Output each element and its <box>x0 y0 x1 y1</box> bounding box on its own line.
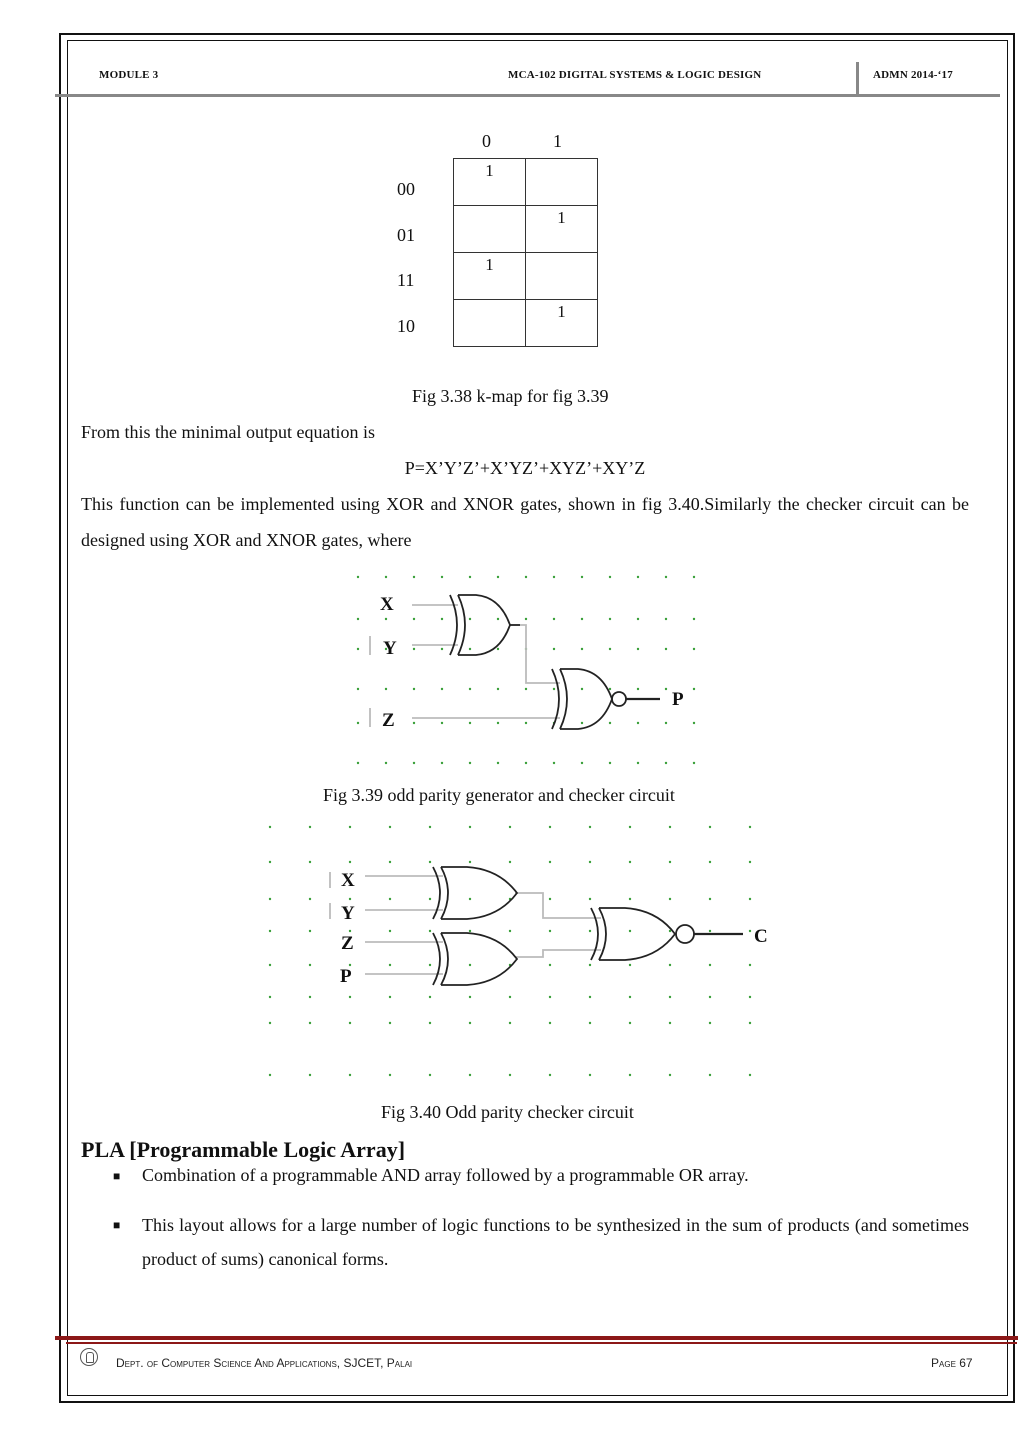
grid-dot <box>637 722 639 724</box>
grid-dot <box>469 861 471 863</box>
grid-dot <box>669 1074 671 1076</box>
grid-dot <box>709 930 711 932</box>
grid-dot <box>469 1074 471 1076</box>
fig39-circuit <box>340 565 710 775</box>
grid-dot <box>669 996 671 998</box>
grid-dot <box>309 930 311 932</box>
grid-dot <box>429 1074 431 1076</box>
grid-dot <box>581 688 583 690</box>
grid-dot <box>589 964 591 966</box>
grid-dot <box>413 688 415 690</box>
grid-dot <box>609 722 611 724</box>
grid-dot <box>497 648 499 650</box>
paragraph: This function can be implemented using XOR and XNOR gates, shown in fig 3.40.Similarly the checker circuit can be designed using XOR and XNOR gates, where <box>81 494 969 550</box>
grid-dot <box>269 898 271 900</box>
grid-dot <box>665 722 667 724</box>
grid-dot <box>553 576 555 578</box>
grid-dot <box>665 648 667 650</box>
grid-dot <box>525 576 527 578</box>
grid-dot <box>709 1022 711 1024</box>
grid-dot <box>549 1074 551 1076</box>
grid-dot <box>589 930 591 932</box>
input-label: Y <box>383 638 397 659</box>
grid-dot <box>389 826 391 828</box>
grid-dot <box>269 826 271 828</box>
output-label: P <box>672 689 684 710</box>
grid-dot <box>269 861 271 863</box>
grid-dot <box>629 1022 631 1024</box>
grid-dot <box>637 618 639 620</box>
grid-dot <box>581 618 583 620</box>
grid-dot <box>385 688 387 690</box>
xnor-gate <box>591 908 743 960</box>
grid-dot <box>441 762 443 764</box>
grid-dot <box>385 762 387 764</box>
grid-dot <box>749 898 751 900</box>
grid-dot <box>441 618 443 620</box>
grid-dot <box>357 722 359 724</box>
grid-dot <box>497 722 499 724</box>
kmap-cell <box>526 159 598 206</box>
header-rule-tick <box>55 94 61 97</box>
grid-dot <box>509 826 511 828</box>
grid-dot <box>349 930 351 932</box>
header-rule <box>60 94 1000 97</box>
grid-dot <box>389 996 391 998</box>
xor-gate <box>433 867 517 919</box>
footer-rule <box>66 1342 1017 1344</box>
grid-dot <box>693 722 695 724</box>
grid-dot <box>629 964 631 966</box>
grid-dot <box>349 996 351 998</box>
grid-dot <box>385 576 387 578</box>
grid-dot <box>469 930 471 932</box>
grid-dot <box>581 762 583 764</box>
grid-dot <box>389 964 391 966</box>
grid-dot <box>693 618 695 620</box>
bullet-marker: ■ <box>113 1218 121 1232</box>
kmap-grid <box>453 158 598 347</box>
grid-dot <box>497 762 499 764</box>
grid-dot <box>749 826 751 828</box>
grid-dot <box>709 1074 711 1076</box>
fig40-caption: Fig 3.40 Odd parity checker circuit <box>381 1102 634 1122</box>
grid-dot <box>509 1022 511 1024</box>
grid-dot <box>629 861 631 863</box>
grid-dot <box>709 898 711 900</box>
grid-dot <box>589 1022 591 1024</box>
grid-dot <box>693 762 695 764</box>
grid-dot <box>469 648 471 650</box>
grid-dot <box>429 964 431 966</box>
grid-dot <box>581 576 583 578</box>
grid-dot <box>309 1022 311 1024</box>
grid-dot <box>309 898 311 900</box>
grid-dot <box>469 996 471 998</box>
grid-dot <box>269 996 271 998</box>
grid-dot <box>469 762 471 764</box>
grid-dot <box>553 762 555 764</box>
grid-dot <box>469 826 471 828</box>
kmap-cell <box>454 300 526 347</box>
grid-dot <box>629 996 631 998</box>
grid-dot <box>693 576 695 578</box>
footer-rule <box>55 1336 1018 1340</box>
grid-dot <box>497 688 499 690</box>
grid-dot <box>413 762 415 764</box>
grid-dot <box>665 618 667 620</box>
grid-dot <box>589 861 591 863</box>
grid-dot <box>629 1074 631 1076</box>
grid-dot <box>549 1022 551 1024</box>
kmap-cell: 1 <box>454 159 526 206</box>
xor-gate <box>450 595 520 655</box>
grid-dot <box>637 648 639 650</box>
grid-dot <box>549 930 551 932</box>
xor-gate <box>433 933 517 985</box>
grid-dot <box>385 618 387 620</box>
header-course: MCA-102 DIGITAL SYSTEMS & LOGIC DESIGN <box>508 69 762 81</box>
kmap-cell <box>526 253 598 300</box>
grid-dot <box>441 722 443 724</box>
kmap-caption: Fig 3.38 k-map for fig 3.39 <box>412 386 609 406</box>
grid-dot <box>269 1022 271 1024</box>
kmap-col-label: 0 <box>482 131 491 151</box>
grid-dot <box>709 861 711 863</box>
grid-dot <box>553 688 555 690</box>
grid-dot <box>497 576 499 578</box>
grid-dot <box>389 898 391 900</box>
grid-dot <box>509 861 511 863</box>
grid-dot <box>669 861 671 863</box>
grid-dot <box>469 618 471 620</box>
kmap-cell <box>454 206 526 253</box>
grid-dot <box>749 996 751 998</box>
college-logo <box>80 1348 98 1366</box>
grid-dot <box>553 648 555 650</box>
grid-dot <box>309 861 311 863</box>
grid-dot <box>749 964 751 966</box>
grid-dot <box>269 964 271 966</box>
grid-dot <box>349 1074 351 1076</box>
grid-dot <box>525 762 527 764</box>
grid-dot <box>549 964 551 966</box>
grid-dot <box>357 576 359 578</box>
section-heading: PLA [Programmable Logic Array] <box>81 1137 406 1162</box>
grid-dot <box>441 688 443 690</box>
grid-dot <box>693 648 695 650</box>
equation: P=X’Y’Z’+X’YZ’+XYZ’+XY’Z <box>404 458 646 478</box>
grid-dot <box>709 964 711 966</box>
grid-dot <box>709 826 711 828</box>
grid-dot <box>269 1074 271 1076</box>
grid-dot <box>389 861 391 863</box>
grid-dot <box>413 618 415 620</box>
grid-dot <box>349 898 351 900</box>
grid-dot <box>389 1074 391 1076</box>
grid-dot <box>629 826 631 828</box>
grid-dot <box>357 762 359 764</box>
kmap-cell: 1 <box>526 300 598 347</box>
grid-dot <box>609 648 611 650</box>
grid-dot <box>749 930 751 932</box>
bullet-marker: ■ <box>113 1169 121 1183</box>
grid-dot <box>589 996 591 998</box>
grid-dot <box>469 898 471 900</box>
grid-dot <box>549 996 551 998</box>
input-label: Z <box>341 933 354 954</box>
grid-dot <box>429 930 431 932</box>
grid-dot <box>669 964 671 966</box>
input-label: Y <box>341 903 355 924</box>
fig40-circuit <box>255 815 785 1095</box>
grid-dot <box>629 930 631 932</box>
grid-dot <box>609 576 611 578</box>
intro-text: From this the minimal output equation is <box>81 422 375 442</box>
grid-dot <box>637 688 639 690</box>
fig39-caption: Fig 3.39 odd parity generator and checker circuit <box>323 785 675 805</box>
grid-dot <box>549 898 551 900</box>
header-admn: ADMN 2014-‘17 <box>873 69 953 81</box>
kmap-row-label: 00 <box>397 179 415 199</box>
grid-dot <box>349 861 351 863</box>
grid-dot <box>549 861 551 863</box>
input-label: Z <box>382 710 395 731</box>
grid-dot <box>429 826 431 828</box>
grid-dot <box>749 861 751 863</box>
grid-dot <box>509 930 511 932</box>
grid-dot <box>749 1022 751 1024</box>
header-module: MODULE 3 <box>99 69 159 81</box>
grid-dot <box>509 1074 511 1076</box>
grid-dot <box>441 576 443 578</box>
grid-dot <box>357 688 359 690</box>
grid-dot <box>637 762 639 764</box>
grid-dot <box>309 996 311 998</box>
grid-dot <box>509 996 511 998</box>
grid-dot <box>669 1022 671 1024</box>
grid-dot <box>413 576 415 578</box>
input-label: P <box>340 966 352 987</box>
kmap-row-label: 11 <box>397 270 415 290</box>
grid-dot <box>349 1022 351 1024</box>
grid-dot <box>269 930 271 932</box>
grid-dot <box>441 648 443 650</box>
grid-dot <box>357 648 359 650</box>
output-label: C <box>754 926 768 947</box>
input-label: X <box>380 594 394 615</box>
grid-dot <box>589 1074 591 1076</box>
grid-dot <box>709 996 711 998</box>
grid-dot <box>497 618 499 620</box>
kmap-col-label: 1 <box>553 131 562 151</box>
kmap-row-label: 10 <box>397 316 415 336</box>
grid-dot <box>581 722 583 724</box>
grid-dot <box>389 930 391 932</box>
grid-dot <box>749 1074 751 1076</box>
grid-dot <box>525 722 527 724</box>
grid-dot <box>553 618 555 620</box>
grid-dot <box>389 1022 391 1024</box>
grid-dot <box>549 826 551 828</box>
grid-dot <box>469 1022 471 1024</box>
grid-dot <box>309 1074 311 1076</box>
grid-dot <box>469 964 471 966</box>
grid-dot <box>413 722 415 724</box>
grid-dot <box>609 688 611 690</box>
grid-dot <box>469 722 471 724</box>
grid-dot <box>429 1022 431 1024</box>
grid-dot <box>349 826 351 828</box>
grid-dot <box>629 898 631 900</box>
grid-dot <box>589 826 591 828</box>
grid-dot <box>581 648 583 650</box>
grid-dot <box>429 898 431 900</box>
footer-department: Dept. of Computer Science And Applications, SJCET, Palai <box>116 1356 413 1370</box>
grid-dot <box>609 762 611 764</box>
header-separator <box>856 62 859 97</box>
grid-dot <box>525 618 527 620</box>
grid-dot <box>413 648 415 650</box>
grid-dot <box>429 861 431 863</box>
grid-dot <box>357 618 359 620</box>
wires <box>365 876 601 974</box>
grid-dot <box>429 996 431 998</box>
kmap-row-label: 01 <box>397 225 415 245</box>
grid-dot <box>309 964 311 966</box>
bullet-text: This layout allows for a large number of logic functions to be synthesized in the sum of products (and sometimes product of sums) canonical forms. <box>142 1215 969 1269</box>
grid-dot <box>669 826 671 828</box>
grid-dot <box>665 688 667 690</box>
footer-page-number: Page 67 <box>931 1356 973 1370</box>
input-label: X <box>341 870 355 891</box>
grid-dot <box>637 576 639 578</box>
grid-dot <box>665 576 667 578</box>
grid-dot <box>609 618 611 620</box>
kmap-cell: 1 <box>526 206 598 253</box>
grid-dot <box>525 688 527 690</box>
bullet-text: Combination of a programmable AND array followed by a programmable OR array. <box>142 1165 749 1185</box>
xnor-gate <box>552 669 660 729</box>
grid-dot <box>669 898 671 900</box>
grid-dot <box>665 762 667 764</box>
kmap-cell: 1 <box>454 253 526 300</box>
grid-dot <box>693 688 695 690</box>
grid-dot <box>589 898 591 900</box>
grid-dot <box>469 576 471 578</box>
grid-dot <box>309 826 311 828</box>
grid-dot <box>469 688 471 690</box>
wires <box>412 605 560 718</box>
